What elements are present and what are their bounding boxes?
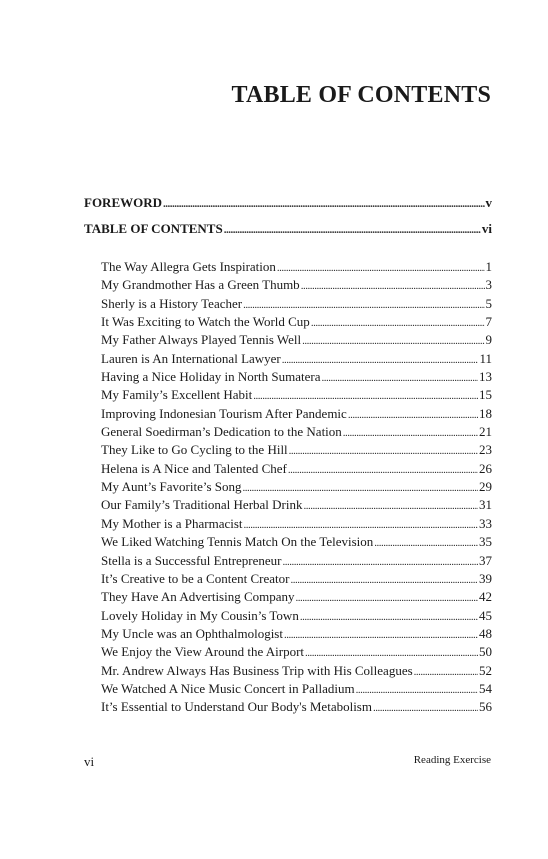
toc-entry[interactable]	[101, 643, 492, 661]
dot-leader	[289, 442, 478, 460]
toc-entry[interactable]	[101, 331, 492, 349]
toc-entry[interactable]	[101, 350, 492, 368]
toc-entry[interactable]	[101, 570, 492, 588]
dot-leader	[163, 195, 485, 213]
toc-entry-label: My Family’s Excellent Habit	[101, 387, 253, 403]
toc-entry-label: Our Family’s Traditional Herbal Drink	[101, 497, 303, 513]
toc-entry-page: 15	[479, 387, 492, 403]
dot-leader	[253, 387, 478, 405]
toc-entry-label: We Enjoy the View Around the Airport	[101, 644, 305, 660]
toc-entry[interactable]	[101, 441, 492, 459]
dot-leader	[283, 553, 479, 571]
toc-entry-label: Improving Indonesian Tourism After Pandemic	[101, 405, 347, 421]
toc-entry-page: 31	[479, 497, 492, 513]
toc-entry-page: 35	[479, 534, 492, 550]
dot-leader	[277, 259, 485, 277]
toc-entry-label: Stella is a Successful Entrepreneur	[101, 552, 282, 568]
toc-entry-page: 52	[479, 662, 492, 678]
dot-leader	[322, 369, 479, 387]
footer-page-number: vi	[84, 754, 95, 769]
page-title: TABLE OF CONTENTS	[231, 82, 491, 108]
toc-entry-page: 45	[479, 607, 492, 623]
toc-entry[interactable]	[101, 460, 492, 478]
toc-entry-list	[101, 258, 492, 717]
toc-entry-label: Helena is A Nice and Talented Chef	[101, 460, 287, 476]
dot-leader	[348, 406, 478, 424]
toc-entry-page: 3	[485, 277, 492, 293]
toc-entry-label: My Aunt’s Favorite’s Song	[101, 479, 242, 495]
dot-leader	[243, 479, 479, 497]
dot-leader	[300, 608, 478, 626]
dot-leader	[282, 351, 479, 369]
dot-leader	[373, 699, 478, 717]
toc-entry[interactable]	[101, 295, 492, 313]
toc-entry-label: They Like to Go Cycling to the Hill	[101, 442, 288, 458]
dot-leader	[343, 424, 478, 442]
toc-entry[interactable]	[101, 386, 492, 404]
footer-book-title: Reading Exercise	[413, 754, 491, 766]
toc-entry[interactable]	[101, 496, 492, 514]
toc-entry[interactable]	[101, 276, 492, 294]
front-matter-list	[84, 194, 492, 246]
toc-entry-label: Mr. Andrew Always Has Business Trip with His Colleagues	[101, 662, 413, 678]
toc-entry[interactable]	[101, 625, 492, 643]
dot-leader	[302, 332, 484, 350]
dot-leader	[305, 644, 478, 662]
toc-entry[interactable]	[101, 533, 492, 551]
dot-leader	[311, 314, 485, 332]
toc-front-label: TABLE OF CONTENTS	[84, 221, 223, 236]
toc-entry-label: It’s Essential to Understand Our Body's Metabolism	[101, 699, 372, 715]
toc-entry-page: 33	[479, 515, 492, 531]
dot-leader	[224, 221, 481, 239]
toc-entry[interactable]	[101, 478, 492, 496]
toc-entry-label: Sherly is a History Teacher	[101, 295, 243, 311]
toc-entry-label: We Watched A Nice Music Concert in Palladium	[101, 680, 355, 696]
toc-entry-label: Having a Nice Holiday in North Sumatera	[101, 369, 321, 385]
dot-leader	[284, 626, 478, 644]
toc-entry-page: 7	[485, 314, 492, 330]
toc-front-label: FOREWORD	[84, 195, 162, 210]
toc-entry[interactable]	[101, 698, 492, 716]
dot-leader	[296, 589, 478, 607]
toc-entry-label: Lauren is An International Lawyer	[101, 350, 281, 366]
dot-leader	[356, 681, 478, 699]
dot-leader	[243, 296, 484, 314]
toc-entry-label: Lovely Holiday in My Cousin’s Town	[101, 607, 299, 623]
toc-entry-page: 54	[479, 680, 492, 696]
toc-entry-page: 29	[479, 479, 492, 495]
toc-entry-label: We Liked Watching Tennis Match On the Television	[101, 534, 374, 550]
toc-entry-page: 13	[479, 369, 492, 385]
toc-entry-page: 21	[479, 424, 492, 440]
toc-entry[interactable]	[101, 680, 492, 698]
toc-entry[interactable]	[101, 552, 492, 570]
toc-entry[interactable]	[101, 588, 492, 606]
toc-entry-page: 18	[479, 405, 492, 421]
dot-leader	[288, 461, 478, 479]
toc-entry-page: 48	[479, 625, 492, 641]
toc-entry-label: My Father Always Played Tennis Well	[101, 332, 302, 348]
toc-entry-page: 56	[479, 699, 492, 715]
toc-entry-page: 1	[485, 259, 492, 274]
dot-leader	[244, 516, 478, 534]
toc-entry-page: 5	[485, 295, 492, 311]
toc-entry-page: 42	[479, 589, 492, 605]
dot-leader	[414, 663, 478, 681]
dot-leader	[304, 497, 479, 515]
toc-entry-label: It Was Exciting to Watch the World Cup	[101, 314, 310, 330]
toc-entry[interactable]	[101, 368, 492, 386]
toc-entry[interactable]	[101, 258, 492, 276]
toc-entry-label: General Soedirman’s Dedication to the Nation	[101, 424, 342, 440]
toc-entry-label: They Have An Advertising Company	[101, 589, 295, 605]
toc-front-item[interactable]	[84, 194, 492, 220]
toc-entry-page: 23	[479, 442, 492, 458]
toc-front-item[interactable]	[84, 220, 492, 246]
toc-front-page: v	[485, 195, 492, 210]
toc-entry-label: My Uncle was an Ophthalmologist	[101, 625, 283, 641]
toc-entry[interactable]	[101, 313, 492, 331]
toc-entry[interactable]	[101, 423, 492, 441]
dot-leader	[290, 571, 478, 589]
toc-entry[interactable]	[101, 405, 492, 423]
toc-entry-label: My Grandmother Has a Green Thumb	[101, 277, 300, 293]
toc-entry-label: The Way Allegra Gets Inspiration	[101, 259, 276, 274]
toc-entry-page: 9	[485, 332, 492, 348]
toc-entry-page: 11	[479, 350, 492, 366]
toc-entry-label: My Mother is a Pharmacist	[101, 515, 243, 531]
toc-entry-page: 50	[479, 644, 492, 660]
toc-entry-page: 39	[479, 570, 492, 586]
toc-entry[interactable]	[101, 515, 492, 533]
toc-front-page: vi	[481, 221, 492, 236]
dot-leader	[374, 534, 478, 552]
toc-entry-page: 26	[479, 460, 492, 476]
toc-entry-page: 37	[479, 552, 492, 568]
toc-entry-label: It’s Creative to be a Content Creator	[101, 570, 290, 586]
toc-entry[interactable]	[101, 607, 492, 625]
dot-leader	[301, 277, 485, 295]
toc-entry[interactable]	[101, 662, 492, 680]
